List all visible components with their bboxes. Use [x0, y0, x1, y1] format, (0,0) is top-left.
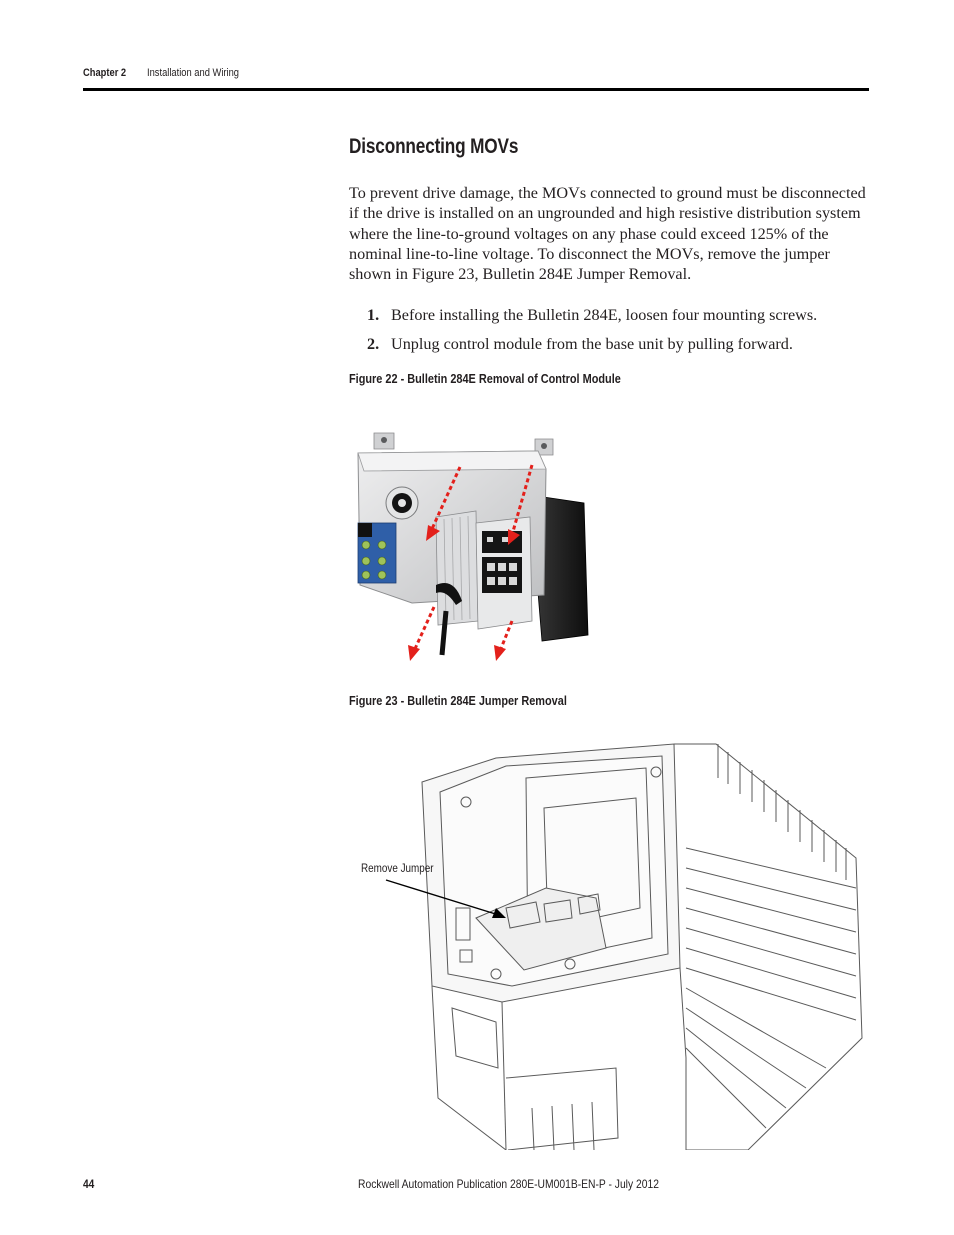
figure-22-illustration [352, 425, 592, 665]
header-rule [83, 88, 869, 91]
chapter-title: Installation and Wiring [147, 67, 239, 79]
page-number: 44 [83, 1177, 95, 1191]
chapter-label: Chapter 2 [83, 67, 127, 79]
step-item [367, 305, 817, 325]
step-number: 2. [367, 335, 380, 353]
step-item [367, 334, 793, 354]
remove-jumper-callout: Remove Jumper [361, 863, 434, 875]
section-title: Disconnecting MOVs [349, 135, 519, 158]
figure-23-caption: Figure 23 - Bulletin 284E Jumper Removal [349, 693, 567, 708]
step-number: 1. [367, 306, 380, 324]
figure-22-caption: Figure 22 - Bulletin 284E Removal of Control Module [349, 371, 621, 386]
publication-info: Rockwell Automation Publication 280E-UM001B-EN-P - July 2012 [358, 1177, 659, 1191]
figure-23-illustration [356, 738, 870, 1150]
step-text: Before installing the Bulletin 284E, loosen four mounting screws. [391, 306, 818, 324]
body-paragraph: To prevent drive damage, the MOVs connected to ground must be disconnected if the drive is installed on an ungrounded and high resistive distribution system where the line-to-ground voltages on any phase could exceed 125% of the nominal line-to-line voltage. To disconnect the MOVs, remove the jumper shown in Figure 23, Bulletin 284E Jumper Removal. [349, 184, 866, 284]
step-text: Unplug control module from the base unit by pulling forward. [391, 335, 793, 353]
